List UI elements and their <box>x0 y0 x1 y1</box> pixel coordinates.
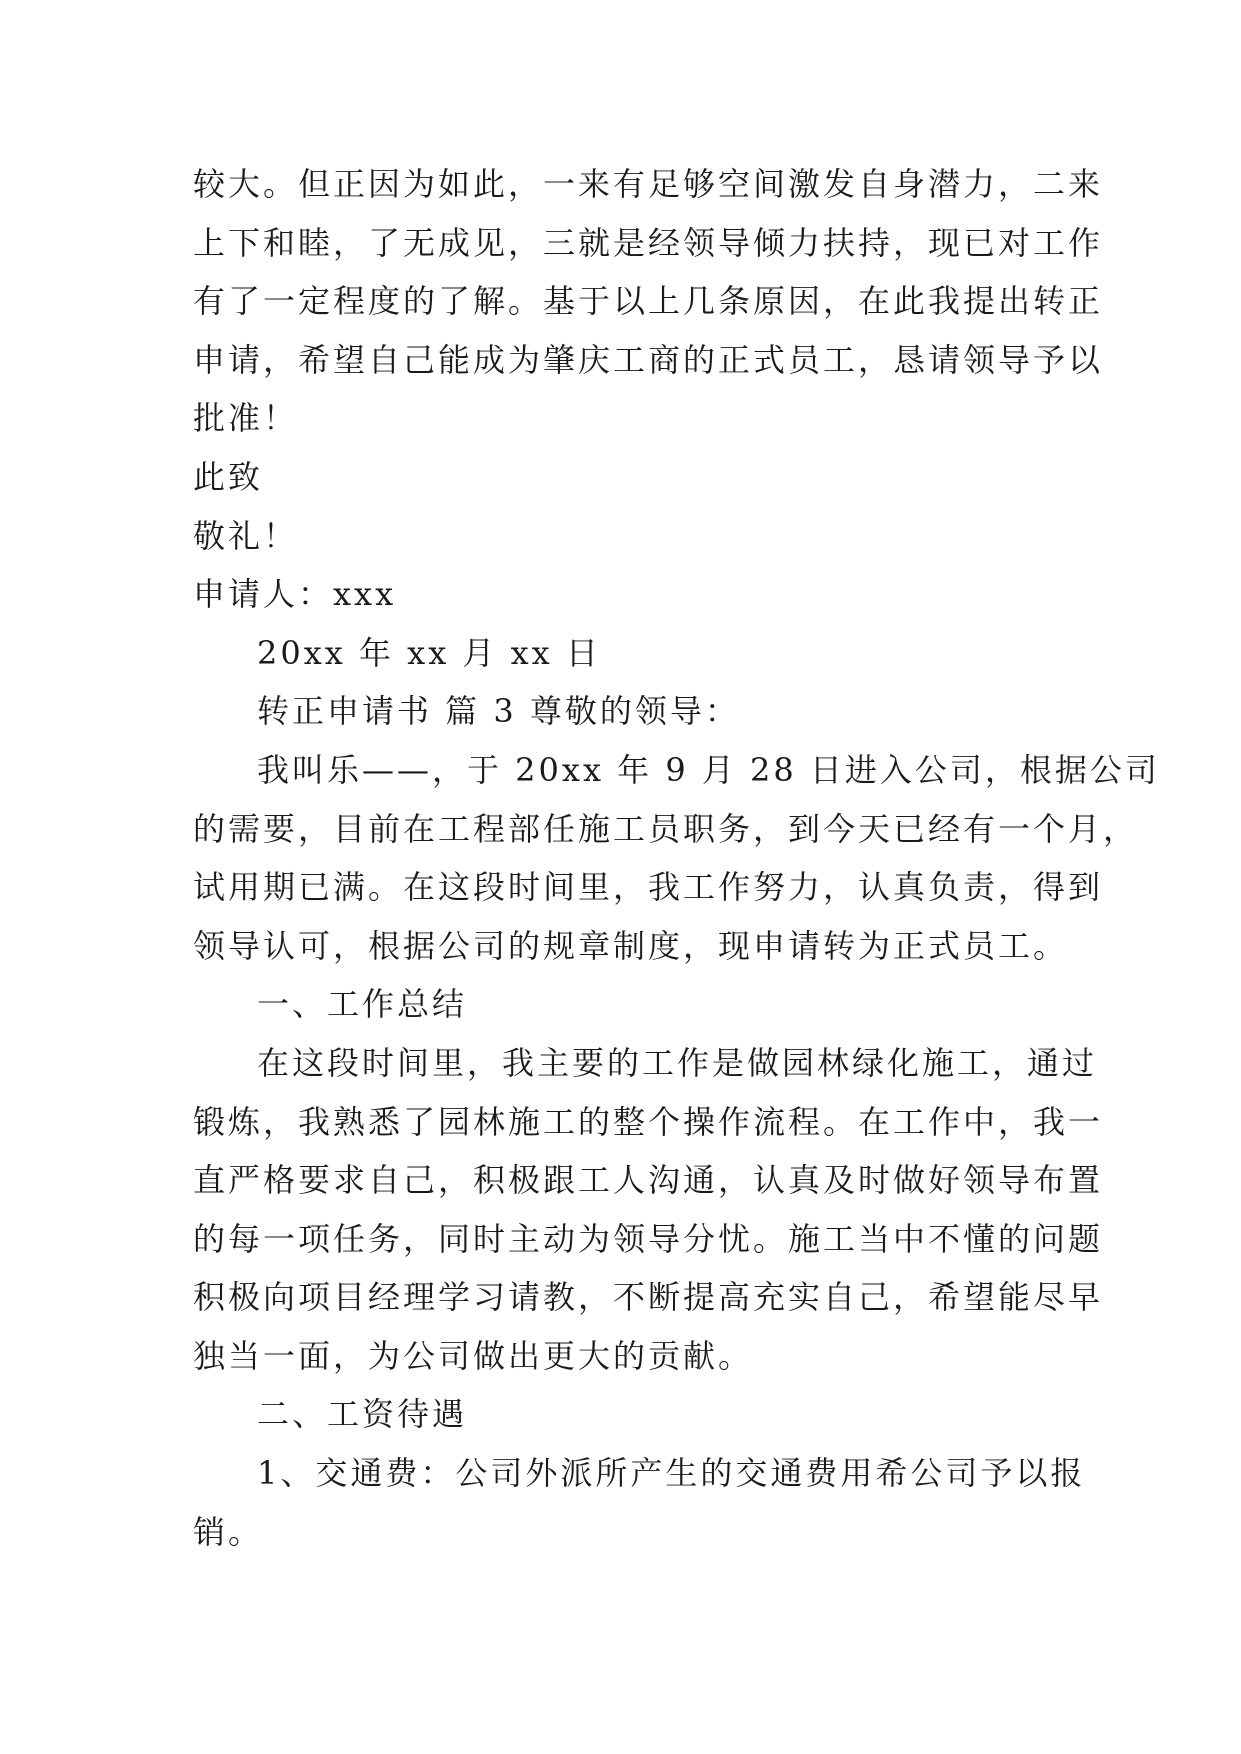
text-line: 申请人：xxx <box>193 575 397 614</box>
text-line: 二、工资待遇 <box>257 1395 468 1434</box>
text-line: 积极向项目经理学习请教，不断提高充实自己，希望能尽早 <box>193 1278 1104 1317</box>
text-line: 销。 <box>193 1512 264 1551</box>
text-line: 20xx 年 xx 月 xx 日 <box>257 633 601 672</box>
text-line: 试用期已满。在这段时间里，我工作努力，认真负责，得到 <box>193 868 1104 907</box>
text-line: 批准！ <box>193 399 299 438</box>
text-line: 此致 <box>193 457 264 496</box>
text-line: 有了一定程度的了解。基于以上几条原因，在此我提出转正 <box>193 282 1104 321</box>
text-line: 申请，希望自己能成为肇庆工商的正式员工，恳请领导予以 <box>193 340 1104 379</box>
text-line: 的每一项任务，同时主动为领导分忧。施工当中不懂的问题 <box>193 1219 1104 1258</box>
text-line: 1、交通费：公司外派所产生的交通费用希公司予以报 <box>257 1454 1086 1493</box>
text-line: 较大。但正因为如此，一来有足够空间激发自身潜力，二来 <box>193 165 1104 203</box>
text-line: 转正申请书 篇 3 尊敬的领导： <box>257 692 740 731</box>
text-line: 我叫乐——，于 20xx 年 9 月 28 日进入公司，根据公司 <box>257 750 1160 789</box>
text-line: 直严格要求自己，积极跟工人沟通，认真及时做好领导布置 <box>193 1161 1104 1200</box>
document-body <box>193 155 1160 1561</box>
text-line: 领导认可，根据公司的规章制度，现申请转为正式员工。 <box>193 926 1069 965</box>
text-line: 在这段时间里，我主要的工作是做园林绿化施工，通过 <box>257 1043 1098 1082</box>
text-line: 的需要，目前在工程部任施工员职务，到今天已经有一个月， <box>193 809 1139 848</box>
text-line: 锻炼，我熟悉了园林施工的整个操作流程。在工作中，我一 <box>193 1102 1104 1141</box>
text-line: 上下和睦，了无成见，三就是经领导倾力扶持，现已对工作 <box>193 223 1104 262</box>
text-line: 一、工作总结 <box>257 985 468 1024</box>
text-line: 独当一面，为公司做出更大的贡献。 <box>193 1336 754 1375</box>
text-line: 敬礼！ <box>193 516 299 555</box>
